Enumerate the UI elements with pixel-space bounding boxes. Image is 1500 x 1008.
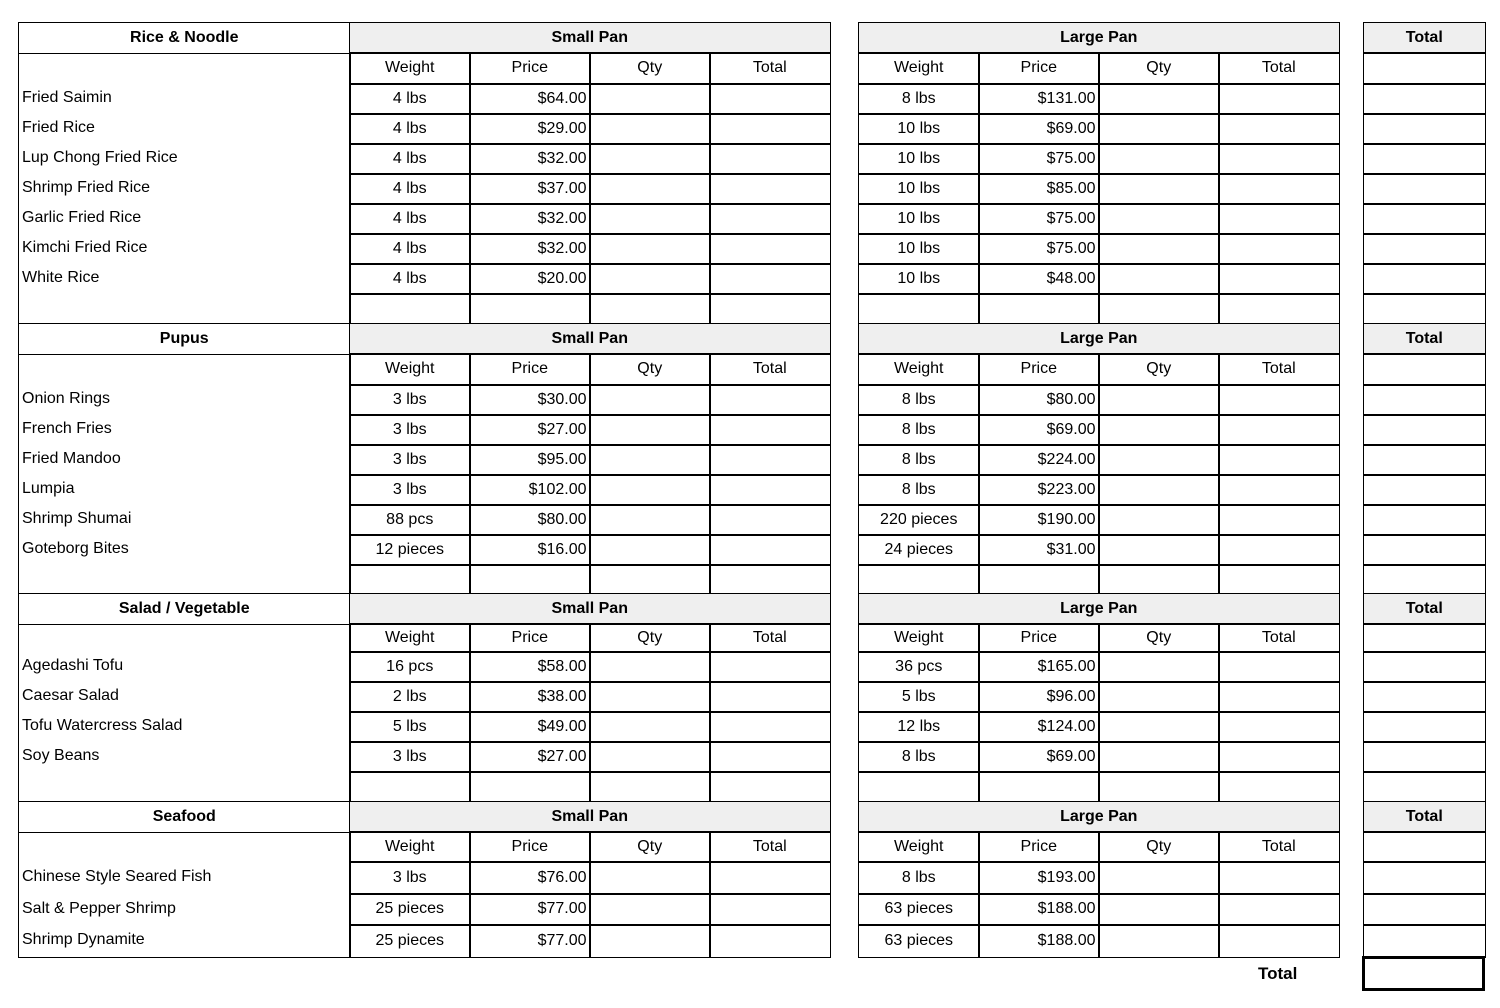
- small-weight-cell: 4 lbs: [349, 233, 471, 265]
- large-empty-cell[interactable]: [1098, 293, 1220, 325]
- small-qty-cell[interactable]: [589, 233, 711, 265]
- large-col-total-header: Total: [1218, 831, 1340, 863]
- large-weight-cell: 63 pieces: [858, 893, 980, 926]
- row-total-cell[interactable]: [1363, 711, 1486, 743]
- section-title: Pupus: [18, 323, 351, 355]
- large-qty-cell[interactable]: [1098, 414, 1220, 446]
- large-weight-cell: 8 lbs: [858, 83, 980, 115]
- large-total-cell[interactable]: [1218, 741, 1340, 773]
- large-qty-cell[interactable]: [1098, 173, 1220, 205]
- small-price-cell: $77.00: [469, 924, 591, 958]
- small-qty-cell[interactable]: [589, 681, 711, 713]
- item-name: Goteborg Bites: [22, 540, 129, 557]
- large-total-cell[interactable]: [1218, 444, 1340, 476]
- small-weight-cell: 12 pieces: [349, 534, 471, 566]
- large-total-cell[interactable]: [1218, 474, 1340, 506]
- small-col-weight-header: Weight: [349, 52, 471, 85]
- small-col-weight-header: Weight: [349, 353, 471, 386]
- large-qty-cell[interactable]: [1098, 711, 1220, 743]
- large-col-qty-header: Qty: [1098, 353, 1220, 386]
- large-total-cell[interactable]: [1218, 173, 1340, 205]
- item-name: Shrimp Dynamite: [22, 931, 145, 948]
- large-col-qty-header: Qty: [1098, 52, 1220, 85]
- row-total-cell[interactable]: [1363, 474, 1486, 506]
- item-name: Fried Mandoo: [22, 450, 121, 467]
- small-col-total-header: Total: [709, 353, 831, 386]
- large-total-cell[interactable]: [1218, 384, 1340, 416]
- small-qty-cell[interactable]: [589, 444, 711, 476]
- small-qty-cell[interactable]: [589, 474, 711, 506]
- small-total-cell[interactable]: [709, 681, 831, 713]
- large-total-cell[interactable]: [1218, 203, 1340, 235]
- large-weight-cell: 24 pieces: [858, 534, 980, 566]
- small-price-cell: $27.00: [469, 741, 591, 773]
- large-price-cell: $165.00: [978, 651, 1100, 683]
- large-price-cell: $69.00: [978, 741, 1100, 773]
- small-col-total-header: Total: [709, 831, 831, 863]
- small-qty-cell[interactable]: [589, 861, 711, 895]
- small-total-cell[interactable]: [709, 651, 831, 683]
- small-qty-cell[interactable]: [589, 263, 711, 295]
- small-total-cell[interactable]: [709, 893, 831, 926]
- item-name: Chinese Style Seared Fish: [22, 868, 212, 885]
- large-qty-cell[interactable]: [1098, 534, 1220, 566]
- large-weight-cell: 5 lbs: [858, 681, 980, 713]
- item-name: Tofu Watercress Salad: [22, 717, 183, 734]
- large-total-cell[interactable]: [1218, 263, 1340, 295]
- large-price-cell: $223.00: [978, 474, 1100, 506]
- large-weight-cell: 63 pieces: [858, 924, 980, 958]
- large-total-cell[interactable]: [1218, 861, 1340, 895]
- large-price-cell: $75.00: [978, 143, 1100, 175]
- small-col-total-header: Total: [709, 52, 831, 85]
- row-total-cell[interactable]: [1363, 893, 1486, 926]
- large-total-cell[interactable]: [1218, 504, 1340, 536]
- large-col-price-header: Price: [978, 353, 1100, 386]
- large-qty-cell[interactable]: [1098, 681, 1220, 713]
- small-empty-cell[interactable]: [349, 564, 471, 596]
- small-pan-header: Small Pan: [349, 323, 831, 355]
- large-weight-cell: 10 lbs: [858, 113, 980, 145]
- section-title: Seafood: [18, 801, 351, 833]
- small-col-qty-header: Qty: [589, 623, 711, 653]
- row-total-cell[interactable]: [1363, 83, 1486, 115]
- large-qty-cell[interactable]: [1098, 474, 1220, 506]
- large-empty-cell[interactable]: [1098, 564, 1220, 596]
- small-weight-cell: 4 lbs: [349, 143, 471, 175]
- large-total-cell[interactable]: [1218, 681, 1340, 713]
- small-empty-cell[interactable]: [469, 771, 591, 803]
- row-total-cell[interactable]: [1363, 203, 1486, 235]
- large-weight-cell: 12 lbs: [858, 711, 980, 743]
- row-total-cell[interactable]: [1363, 741, 1486, 773]
- small-weight-cell: 88 pcs: [349, 504, 471, 536]
- large-qty-cell[interactable]: [1098, 113, 1220, 145]
- item-name: Lumpia: [22, 480, 75, 497]
- large-weight-cell: 36 pcs: [858, 651, 980, 683]
- large-price-cell: $188.00: [978, 924, 1100, 958]
- small-col-total-header: Total: [709, 623, 831, 653]
- small-total-cell[interactable]: [709, 203, 831, 235]
- large-price-cell: $124.00: [978, 711, 1100, 743]
- large-qty-cell[interactable]: [1098, 384, 1220, 416]
- row-total-cell[interactable]: [1363, 293, 1486, 325]
- total-column-header: Total: [1363, 801, 1486, 833]
- small-total-cell[interactable]: [709, 711, 831, 743]
- item-name: Salt & Pepper Shrimp: [22, 900, 176, 917]
- large-total-cell[interactable]: [1218, 233, 1340, 265]
- large-empty-cell[interactable]: [978, 771, 1100, 803]
- row-total-cell[interactable]: [1363, 924, 1486, 958]
- large-weight-cell: 8 lbs: [858, 741, 980, 773]
- row-total-cell[interactable]: [1363, 233, 1486, 265]
- large-col-total-header: Total: [1218, 52, 1340, 85]
- item-name: Onion Rings: [22, 390, 111, 407]
- small-qty-cell[interactable]: [589, 504, 711, 536]
- large-qty-cell[interactable]: [1098, 924, 1220, 958]
- row-total-cell[interactable]: [1363, 353, 1486, 386]
- item-name: Fried Rice: [22, 119, 95, 136]
- small-weight-cell: 3 lbs: [349, 474, 471, 506]
- large-total-cell[interactable]: [1218, 893, 1340, 926]
- large-qty-cell[interactable]: [1098, 504, 1220, 536]
- small-total-cell[interactable]: [709, 263, 831, 295]
- small-col-price-header: Price: [469, 52, 591, 85]
- small-total-cell[interactable]: [709, 474, 831, 506]
- large-weight-cell: 10 lbs: [858, 233, 980, 265]
- row-total-cell[interactable]: [1363, 263, 1486, 295]
- large-total-cell[interactable]: [1218, 924, 1340, 958]
- large-weight-cell: 8 lbs: [858, 474, 980, 506]
- large-col-weight-header: Weight: [858, 52, 980, 85]
- small-empty-cell[interactable]: [589, 293, 711, 325]
- large-weight-cell: 10 lbs: [858, 143, 980, 175]
- small-price-cell: $102.00: [469, 474, 591, 506]
- small-qty-cell[interactable]: [589, 414, 711, 446]
- large-price-cell: $75.00: [978, 233, 1100, 265]
- grand-total-label: Total: [1258, 964, 1298, 983]
- small-price-cell: $37.00: [469, 173, 591, 205]
- small-qty-cell[interactable]: [589, 83, 711, 115]
- row-total-cell[interactable]: [1363, 651, 1486, 683]
- row-total-cell[interactable]: [1363, 52, 1486, 85]
- large-price-cell: $31.00: [978, 534, 1100, 566]
- small-price-cell: $16.00: [469, 534, 591, 566]
- total-column-header: Total: [1363, 593, 1486, 625]
- small-empty-cell[interactable]: [349, 771, 471, 803]
- small-weight-cell: 25 pieces: [349, 924, 471, 958]
- large-empty-cell[interactable]: [858, 564, 980, 596]
- large-price-cell: $69.00: [978, 113, 1100, 145]
- item-name: Caesar Salad: [22, 687, 119, 704]
- item-name: Soy Beans: [22, 747, 100, 764]
- row-total-cell[interactable]: [1363, 623, 1486, 653]
- small-empty-cell[interactable]: [709, 293, 831, 325]
- small-price-cell: $27.00: [469, 414, 591, 446]
- large-pan-header: Large Pan: [858, 323, 1340, 355]
- small-total-cell[interactable]: [709, 924, 831, 958]
- small-qty-cell[interactable]: [589, 173, 711, 205]
- small-weight-cell: 3 lbs: [349, 741, 471, 773]
- item-name: Agedashi Tofu: [22, 657, 124, 674]
- large-weight-cell: 8 lbs: [858, 384, 980, 416]
- item-names-box: [18, 623, 351, 803]
- large-price-cell: $85.00: [978, 173, 1100, 205]
- large-col-qty-header: Qty: [1098, 831, 1220, 863]
- grand-total-box[interactable]: [1362, 956, 1485, 991]
- small-pan-header: Small Pan: [349, 801, 831, 833]
- small-empty-cell[interactable]: [709, 771, 831, 803]
- section-title: Salad / Vegetable: [18, 593, 351, 625]
- item-name: French Fries: [22, 420, 112, 437]
- row-total-cell[interactable]: [1363, 771, 1486, 803]
- small-qty-cell[interactable]: [589, 203, 711, 235]
- large-weight-cell: 10 lbs: [858, 173, 980, 205]
- large-col-price-header: Price: [978, 623, 1100, 653]
- small-weight-cell: 2 lbs: [349, 681, 471, 713]
- large-weight-cell: 10 lbs: [858, 203, 980, 235]
- small-weight-cell: 4 lbs: [349, 203, 471, 235]
- large-empty-cell[interactable]: [978, 564, 1100, 596]
- small-price-cell: $32.00: [469, 143, 591, 175]
- small-pan-header: Small Pan: [349, 593, 831, 625]
- large-total-cell[interactable]: [1218, 651, 1340, 683]
- large-col-weight-header: Weight: [858, 353, 980, 386]
- row-total-cell[interactable]: [1363, 681, 1486, 713]
- large-empty-cell[interactable]: [1098, 771, 1220, 803]
- small-empty-cell[interactable]: [469, 293, 591, 325]
- small-total-cell[interactable]: [709, 444, 831, 476]
- large-total-cell[interactable]: [1218, 711, 1340, 743]
- large-price-cell: $48.00: [978, 263, 1100, 295]
- small-col-qty-header: Qty: [589, 353, 711, 386]
- small-total-cell[interactable]: [709, 143, 831, 175]
- large-weight-cell: 8 lbs: [858, 414, 980, 446]
- small-empty-cell[interactable]: [469, 564, 591, 596]
- small-qty-cell[interactable]: [589, 113, 711, 145]
- large-pan-header: Large Pan: [858, 22, 1340, 54]
- small-qty-cell[interactable]: [589, 741, 711, 773]
- small-weight-cell: 4 lbs: [349, 113, 471, 145]
- large-qty-cell[interactable]: [1098, 651, 1220, 683]
- item-name: White Rice: [22, 269, 100, 286]
- large-qty-cell[interactable]: [1098, 143, 1220, 175]
- row-total-cell[interactable]: [1363, 861, 1486, 895]
- small-weight-cell: 16 pcs: [349, 651, 471, 683]
- total-column-header: Total: [1363, 22, 1486, 54]
- small-col-price-header: Price: [469, 623, 591, 653]
- large-pan-header: Large Pan: [858, 593, 1340, 625]
- item-name: Lup Chong Fried Rice: [22, 149, 178, 166]
- large-qty-cell[interactable]: [1098, 83, 1220, 115]
- small-weight-cell: 25 pieces: [349, 893, 471, 926]
- row-total-cell[interactable]: [1363, 113, 1486, 145]
- large-qty-cell[interactable]: [1098, 203, 1220, 235]
- large-weight-cell: 8 lbs: [858, 861, 980, 895]
- large-price-cell: $224.00: [978, 444, 1100, 476]
- small-price-cell: $95.00: [469, 444, 591, 476]
- row-total-cell[interactable]: [1363, 173, 1486, 205]
- small-total-cell[interactable]: [709, 534, 831, 566]
- small-price-cell: $49.00: [469, 711, 591, 743]
- small-qty-cell[interactable]: [589, 893, 711, 926]
- small-price-cell: $30.00: [469, 384, 591, 416]
- row-total-cell[interactable]: [1363, 534, 1486, 566]
- total-column-header: Total: [1363, 323, 1486, 355]
- large-price-cell: $131.00: [978, 83, 1100, 115]
- small-weight-cell: 3 lbs: [349, 861, 471, 895]
- small-total-cell[interactable]: [709, 414, 831, 446]
- small-price-cell: $38.00: [469, 681, 591, 713]
- small-total-cell[interactable]: [709, 173, 831, 205]
- small-total-cell[interactable]: [709, 504, 831, 536]
- small-price-cell: $20.00: [469, 263, 591, 295]
- small-col-qty-header: Qty: [589, 831, 711, 863]
- large-total-cell[interactable]: [1218, 113, 1340, 145]
- large-col-weight-header: Weight: [858, 623, 980, 653]
- small-price-cell: $32.00: [469, 233, 591, 265]
- small-qty-cell[interactable]: [589, 143, 711, 175]
- small-weight-cell: 4 lbs: [349, 173, 471, 205]
- item-name: Shrimp Shumai: [22, 510, 132, 527]
- large-price-cell: $96.00: [978, 681, 1100, 713]
- item-name: Garlic Fried Rice: [22, 209, 142, 226]
- row-total-cell[interactable]: [1363, 414, 1486, 446]
- large-qty-cell[interactable]: [1098, 233, 1220, 265]
- large-qty-cell[interactable]: [1098, 444, 1220, 476]
- large-empty-cell[interactable]: [1218, 293, 1340, 325]
- small-total-cell[interactable]: [709, 861, 831, 895]
- large-weight-cell: 8 lbs: [858, 444, 980, 476]
- large-qty-cell[interactable]: [1098, 861, 1220, 895]
- small-price-cell: $80.00: [469, 504, 591, 536]
- large-total-cell[interactable]: [1218, 83, 1340, 115]
- large-price-cell: $75.00: [978, 203, 1100, 235]
- small-weight-cell: 3 lbs: [349, 384, 471, 416]
- small-qty-cell[interactable]: [589, 534, 711, 566]
- large-weight-cell: 220 pieces: [858, 504, 980, 536]
- item-name: Kimchi Fried Rice: [22, 239, 148, 256]
- large-price-cell: $69.00: [978, 414, 1100, 446]
- large-empty-cell[interactable]: [1218, 771, 1340, 803]
- row-total-cell[interactable]: [1363, 384, 1486, 416]
- small-weight-cell: 3 lbs: [349, 444, 471, 476]
- small-price-cell: $76.00: [469, 861, 591, 895]
- large-empty-cell[interactable]: [858, 293, 980, 325]
- small-weight-cell: 3 lbs: [349, 414, 471, 446]
- section-title: Rice & Noodle: [18, 22, 351, 54]
- small-col-price-header: Price: [469, 353, 591, 386]
- small-price-cell: $64.00: [469, 83, 591, 115]
- small-qty-cell[interactable]: [589, 651, 711, 683]
- small-total-cell[interactable]: [709, 233, 831, 265]
- large-col-price-header: Price: [978, 831, 1100, 863]
- large-price-cell: $190.00: [978, 504, 1100, 536]
- small-qty-cell[interactable]: [589, 711, 711, 743]
- small-empty-cell[interactable]: [589, 771, 711, 803]
- row-total-cell[interactable]: [1363, 831, 1486, 863]
- large-empty-cell[interactable]: [858, 771, 980, 803]
- row-total-cell[interactable]: [1363, 504, 1486, 536]
- large-qty-cell[interactable]: [1098, 263, 1220, 295]
- small-pan-header: Small Pan: [349, 22, 831, 54]
- small-col-weight-header: Weight: [349, 623, 471, 653]
- small-price-cell: $32.00: [469, 203, 591, 235]
- large-price-cell: $80.00: [978, 384, 1100, 416]
- large-total-cell[interactable]: [1218, 534, 1340, 566]
- small-weight-cell: 5 lbs: [349, 711, 471, 743]
- large-total-cell[interactable]: [1218, 414, 1340, 446]
- item-name: Fried Saimin: [22, 89, 112, 106]
- small-price-cell: $77.00: [469, 893, 591, 926]
- small-empty-cell[interactable]: [589, 564, 711, 596]
- large-empty-cell[interactable]: [1218, 564, 1340, 596]
- small-empty-cell[interactable]: [349, 293, 471, 325]
- small-total-cell[interactable]: [709, 741, 831, 773]
- small-total-cell[interactable]: [709, 113, 831, 145]
- large-price-cell: $193.00: [978, 861, 1100, 895]
- row-total-cell[interactable]: [1363, 444, 1486, 476]
- small-total-cell[interactable]: [709, 384, 831, 416]
- small-qty-cell[interactable]: [589, 384, 711, 416]
- small-empty-cell[interactable]: [709, 564, 831, 596]
- small-total-cell[interactable]: [709, 83, 831, 115]
- large-price-cell: $188.00: [978, 893, 1100, 926]
- large-col-price-header: Price: [978, 52, 1100, 85]
- row-total-cell[interactable]: [1363, 143, 1486, 175]
- item-name: Shrimp Fried Rice: [22, 179, 151, 196]
- large-weight-cell: 10 lbs: [858, 263, 980, 295]
- small-col-weight-header: Weight: [349, 831, 471, 863]
- small-price-cell: $29.00: [469, 113, 591, 145]
- large-total-cell[interactable]: [1218, 143, 1340, 175]
- small-price-cell: $58.00: [469, 651, 591, 683]
- large-col-total-header: Total: [1218, 623, 1340, 653]
- large-col-total-header: Total: [1218, 353, 1340, 386]
- large-pan-header: Large Pan: [858, 801, 1340, 833]
- large-qty-cell[interactable]: [1098, 741, 1220, 773]
- large-col-qty-header: Qty: [1098, 623, 1220, 653]
- small-col-qty-header: Qty: [589, 52, 711, 85]
- small-qty-cell[interactable]: [589, 924, 711, 958]
- small-weight-cell: 4 lbs: [349, 263, 471, 295]
- large-col-weight-header: Weight: [858, 831, 980, 863]
- small-col-price-header: Price: [469, 831, 591, 863]
- large-qty-cell[interactable]: [1098, 893, 1220, 926]
- large-empty-cell[interactable]: [978, 293, 1100, 325]
- row-total-cell[interactable]: [1363, 564, 1486, 596]
- small-weight-cell: 4 lbs: [349, 83, 471, 115]
